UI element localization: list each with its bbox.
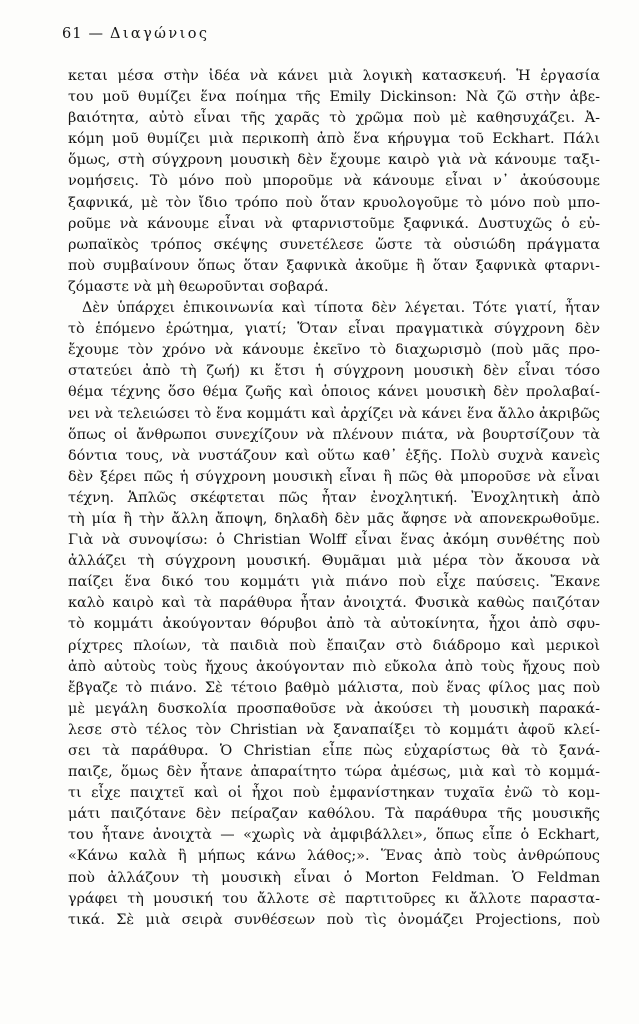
text-line: του μοῦ θυμίζει ἕνα ποίημα τῆς Emily Dickinson: Νὰ ζῶ στὴν ἀβε- — [68, 89, 600, 106]
text-line: ζόμαστε νὰ μὴ θεωροῦνται σοβαρά. — [68, 278, 329, 295]
text-line: γράφει τὴ μουσική του ἄλλοτε σὲ παρτιτοῦρες κι ἄλλοτε παραστα- — [68, 890, 600, 907]
text-line: ὅμως, στὴ σύγχρονη μουσικὴ δὲν ἔχουμε καιρὸ γιὰ νὰ κάνουμε ταξι- — [68, 152, 600, 169]
text-line: ξαφνικά, μὲ τὸν ἴδιο τρόπο ποὺ ὅταν κρυολογοῦμε τὸ μόνο ποὺ μπο- — [68, 194, 600, 211]
text-line: του ἦτανε ἀνοιχτὰ — «χωρὶς νὰ ἀμφιβάλλει», ὅπως εἶπε ὁ Eckhart, — [68, 827, 600, 844]
text-line: παιζε, ὅμως δὲν ἦτανε ἀπαραίτητο τώρα ἀμέσως, μιὰ καὶ τὸ κομμά- — [68, 764, 600, 781]
text-line: ρωπαϊκὸς τρόπος σκέψης συνετέλεσε ὥστε τὰ οὐσιώδη πράγματα — [68, 236, 600, 253]
body-text — [68, 66, 600, 931]
text-line: Δὲν ὑπάρχει ἐπικοινωνία καὶ τίποτα δὲν λέγεται. Τότε γιατί, ἦταν — [82, 300, 600, 317]
text-line: νομήσεις. Τὸ μόνο ποὺ μποροῦμε νὰ κάνουμε εἶναι ν᾽ ἀκούσουμε — [68, 173, 600, 190]
running-head — [62, 26, 209, 42]
text-line: μάτι παιζότανε δὲν πείραζαν καθόλου. Τὰ παράθυρα τῆς μουσικῆς — [68, 806, 600, 823]
text-line: λεσε στὸ τέλος τὸν Christian νὰ ξαναπαίξει τὸ κομμάτι ἀφοῦ κλεί- — [68, 721, 600, 738]
text-line: δὲν ξέρει πῶς ἡ σύγχρονη μουσικὴ εἶναι ἢ πῶς θὰ μποροῦσε νὰ εἶναι — [68, 468, 600, 485]
text-line: ἀλλάζει τὴ σύγχρονη μουσική. Θυμᾶμαι μιὰ μέρα τὸν ἄκουσα νὰ — [68, 553, 600, 570]
text-line: καλὸ καιρὸ καὶ τὰ παράθυρα ἦταν ἀνοιχτά. Φυσικὰ καθὼς παιζόταν — [68, 595, 600, 612]
text-line: ρίχτρες πλοίων, τὰ παιδιὰ ποὺ ἔπαιζαν στὸ διάδρομο καὶ μερικοὶ — [68, 637, 600, 654]
text-line: «Κάνω καλὰ ἢ μήπως κάνω λάθος;». Ἕνας ἀπὸ τοὺς ἀνθρώπους — [68, 848, 600, 865]
text-line: τι εἶχε παιχτεῖ καὶ οἱ ἦχοι ποὺ ἐμφανίστηκαν τυχαῖα ἐνῶ τὸ κομ- — [68, 785, 600, 802]
text-line: τὸ κομμάτι ἀκούγονταν θόρυβοι ἀπὸ τὰ αὐτοκίνητα, ἦχοι ἀπὸ σφυ- — [68, 616, 600, 633]
text-line: ἀπὸ αὐτοὺς τοὺς ἤχους ἀκούγονταν πιὸ εὔκολα ἀπὸ τοὺς ἤχους ποὺ — [68, 658, 600, 675]
text-line: Γιὰ νὰ συνοψίσω: ὁ Christian Wolff εἶναι ἕνας ἀκόμη συνθέτης ποὺ — [68, 532, 600, 549]
running-title: Διαγώνιος — [109, 26, 210, 42]
text-line: σει τὰ παράθυρα. Ὁ Christian εἶπε πὼς εὐχαρίστως θὰ τὸ ξανά- — [68, 743, 600, 759]
text-line: θέμα τέχνης ὅσο θέμα ζωῆς καὶ ὁποιος κάνει μουσικὴ δὲν προλαβαί- — [68, 384, 600, 401]
text-line: δόντια τους, νὰ νυστάζουν καὶ οὕτω καθ᾽ ἑξῆς. Πολὺ συχνὰ κανεὶς — [68, 447, 600, 464]
text-line: τέχνη. Ἁπλῶς σκέφτεται πῶς ἦταν ἐνοχλητική. Ἐνοχλητικὴ ἀπὸ — [68, 489, 600, 506]
text-line: ποὺ συμβαίνουν ὅπως ὅταν ξαφνικὰ ἀκοῦμε ἢ ὅταν ξαφνικὰ φταρνι- — [68, 257, 600, 274]
header-separator: — — [88, 26, 104, 42]
text-line: τὸ ἑπόμενο ἐρώτημα, γιατί; Ὅταν εἶναι πραγματικὰ σύγχρονη δὲν — [68, 321, 600, 338]
text-line: νει νὰ τελειώσει τὸ ἕνα κομμάτι καὶ ἀρχίζει νὰ κάνει ἕνα ἄλλο ἀκριβῶς — [68, 405, 600, 422]
text-line: κόμη μοῦ θυμίζει μιὰ περικοπὴ ἀπὸ ἕνα κήρυγμα τοῦ Eckhart. Πάλι — [68, 131, 600, 148]
text-line: βαιότητα, αὐτὸ εἶναι τῆς χαρᾶς τὸ χρῶμα ποὺ μὲ καθησυχάζει. Ἀ- — [68, 110, 600, 127]
text-line: ἔχουμε τὸν χρόνο νὰ κάνουμε ἐκεῖνο τὸ διαχωρισμὸ (ποὺ μᾶς προ- — [68, 342, 600, 359]
text-line: τὴ μία ἢ τὴν ἄλλη ἄποψη, δηλαδὴ δὲν μᾶς ἄφησε νὰ απονεκρωθοῦμε. — [68, 510, 600, 527]
page-number: 61 — [62, 26, 83, 42]
text-line: μὲ μεγάλη δυσκολία προσπαθοῦσε νὰ ἀκούσει τὴ μουσικὴ παρακά- — [68, 700, 600, 717]
text-line: ὅπως οἱ ἄνθρωποι συνεχίζουν νὰ πλένουν πιάτα, νὰ βουρτσίζουν τὰ — [68, 426, 600, 443]
text-line: παίζει ἕνα δικό του κομμάτι γιὰ πιάνο ποὺ εἶχε παύσεις. Ἔκανε — [68, 574, 600, 591]
text-line: στατεύει ἀπὸ τὴ ζωή) κι ἔτσι ἡ σύγχρονη μουσικὴ δὲν εἶναι τόσο — [68, 363, 600, 380]
text-line: τικά. Σὲ μιὰ σειρὰ συνθέσεων ποὺ τὶς ὀνομάζει Projections, ποὺ — [68, 911, 600, 928]
text-line: ἔβγαζε τὸ πιάνο. Σὲ τέτοιο βαθμὸ μάλιστα, ποὺ ἕνας φίλος μας ποὺ — [68, 679, 600, 696]
text-line: ποὺ ἀλλάζουν τὴ μουσικὴ εἶναι ὁ Morton Feldman. Ὁ Feldman — [68, 869, 600, 886]
text-line: ροῦμε νὰ κάνουμε εἶναι νὰ φταρνιστοῦμε ξαφνικά. Δυστυχῶς ὁ εὐ- — [68, 215, 600, 232]
text-line: κεται μέσα στὴν ἰδέα νὰ κάνει μιὰ λογικὴ κατασκευή. Ἡ ἐργασία — [68, 68, 600, 84]
